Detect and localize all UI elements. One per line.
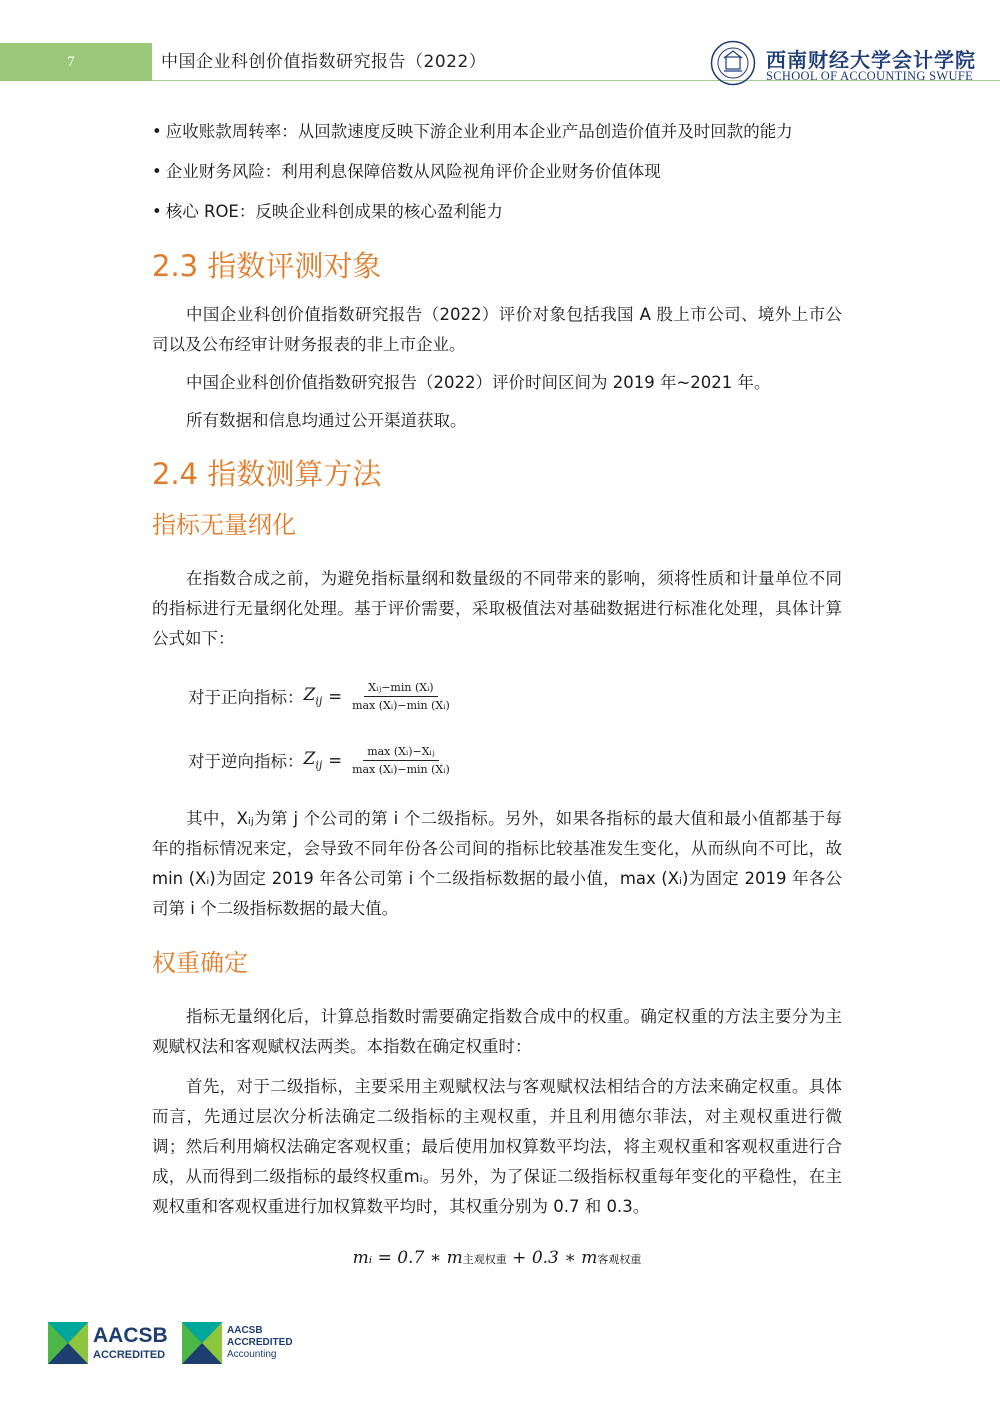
aacsb-logo [48, 1322, 173, 1364]
formula-positive: 对于正向指标： $Z_{ij}$ = $\frac{\text{Xᵢⱼ−min (Xᵢ)}}{\text{max (Xᵢ)−min (Xᵢ)}}$ [152, 674, 842, 718]
bullet-item: • 核心 ROE：反映企业科创成果的核心盈利能力 [152, 202, 503, 221]
seal-icon [710, 40, 756, 86]
main-content [152, 118, 842, 1268]
page-number: 7 [67, 54, 75, 70]
paragraph: 其中，Xᵢⱼ为第 j 个公司的第 i 个二级指标。另外，如果各指标的最大值和最小值都基于每年的指标情况来定，会导致不同年份各公司间的指标比较基准发生变化，从而纵向不可比，故min (Xᵢ)为固定 2019 年各公司第 i 个二级指标数据的最小值，max (Xᵢ)为固定 2019 年各公司第 i 个二级指标数据的最大值。 [152, 809, 842, 918]
bullet-item: • 企业财务风险：利用利息保障倍数从风险视角评价企业财务价值体现 [152, 162, 661, 181]
page-number-box [0, 43, 152, 81]
subsection-heading: 指标无量纲化 [152, 511, 296, 539]
weight-equation: mᵢ = 0.7 ∗ m主观权重 + 0.3 ∗ m客观权重 [352, 1248, 642, 1268]
bullet-item: • 应收账款周转率：从回款速度反映下游企业利用本企业产品创造价值并及时回款的能力 [152, 122, 793, 141]
paragraph: 指标无量纲化后，计算总指数时需要确定指数合成中的权重。确定权重的方法主要分为主观赋权法和客观赋权法两类。本指数在确定权重时： [152, 1007, 842, 1056]
page-header [0, 0, 1000, 100]
paragraph: 中国企业科创价值指数研究报告（2022）评价对象包括我国 A 股上市公司、境外上市公司以及公布经审计财务报表的非上市企业。 [152, 305, 842, 354]
aacsb-acc-line1: AACSB [227, 1325, 263, 1336]
aacsb-mark-icon [48, 1322, 88, 1364]
university-logo [710, 40, 1000, 86]
aacsb-acc-line2: ACCREDITED [227, 1337, 293, 1348]
fraction: $\frac{\text{Xᵢⱼ−min (Xᵢ)}}{\text{max (Xᵢ)−min (Xᵢ)}}$ [352, 680, 450, 712]
aacsb-sub: ACCREDITED [93, 1349, 166, 1361]
section-heading-2-3: 2.3 指数评测对象 [152, 249, 382, 283]
paragraph: 首先，对于二级指标，主要采用主观赋权法与客观赋权法相结合的方法来确定权重。具体而言，先通过层次分析法确定二级指标的主观权重，并且利用德尔菲法，对主观权重进行微调；然后利用熵权法确定客观权重；最后使用加权算数平均法，将主观权重和客观权重进行合成，从而得到二级指标的最终权重mᵢ。另外，为了保证二级指标权重每年变化的平稳性，在主观权重和客观权重进行加权算数平均时，其权重分别为 0.7 和 0.3。 [152, 1077, 842, 1216]
header-title: 中国企业科创价值指数研究报告（2022） [161, 52, 487, 72]
logo-en-text: SCHOOL OF ACCOUNTING SWUFE [766, 69, 974, 83]
subsection-heading: 权重确定 [152, 949, 248, 977]
fraction: $\frac{\text{max (Xᵢ)−Xᵢⱼ}}{\text{max (Xᵢ)−min (Xᵢ)}}$ [352, 744, 450, 776]
paragraph: 在指数合成之前，为避免指标量纲和数量级的不同带来的影响，须将性质和计量单位不同的指标进行无量纲化处理。基于评价需要，采取极值法对基础数据进行标准化处理，具体计算公式如下： [152, 569, 842, 648]
formula-negative: 对于逆向指标： $Z_{ij}$ = $\frac{\text{max (Xᵢ)−Xᵢⱼ}}{\text{max (Xᵢ)−min (Xᵢ)}}$ [152, 738, 842, 782]
aacsb-accounting-mark-icon [182, 1322, 222, 1364]
aacsb-main: AACSB [93, 1324, 168, 1347]
section-heading-2-4: 2.4 指数测算方法 [152, 457, 382, 491]
logo-cn-text: 西南财经大学会计学院 [766, 48, 976, 72]
paragraph: 所有数据和信息均通过公开渠道获取。 [186, 411, 467, 430]
aacsb-acc-line3: Accounting [227, 1349, 277, 1360]
paragraph: 中国企业科创价值指数研究报告（2022）评价时间区间为 2019 年~2021 年。 [186, 373, 771, 392]
aacsb-accounting-logo [182, 1322, 292, 1364]
